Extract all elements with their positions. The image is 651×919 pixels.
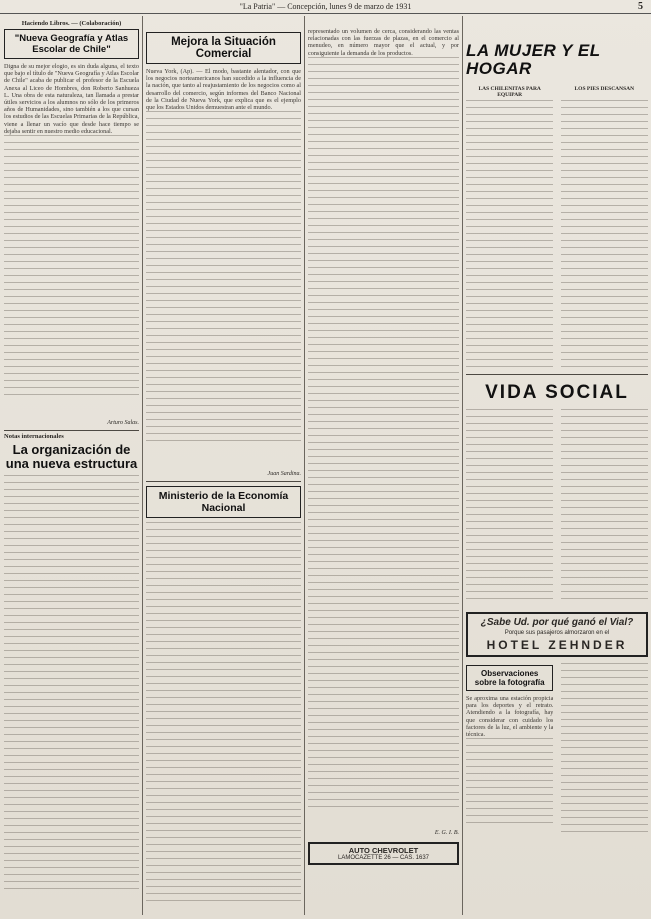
column-rule [142, 16, 143, 915]
ad-question: ¿Sabe Ud. por qué ganó el Vial? [480, 616, 634, 628]
text-column-left [466, 100, 553, 370]
text-column-left [466, 409, 553, 604]
text-column-right [561, 409, 648, 604]
ad-subtitle: LAMOCAZETTE 26 — CAS. 1637 [337, 855, 430, 861]
section-title-vida-social: VIDA SOCIAL [485, 382, 629, 403]
article-text: Digna de su mejor elogio, es sin duda alguna, el texto que bajo el título de "Nueva Geografía y Atlas Escolar de Chile" acaba de publicar el profesor de la Escuela Anexa al Liceo de Hombres, don Roberto Sanhueza L. Una obra de esta naturaleza, tan llamada a prestar útiles servicios a los alumnos no sólo de los primeros años de Humanidades, sino también a los que cursan los estudios de las Escuelas Primarias de la República, viene a llenar un vacío que desde hace tiempo se dejaba sentir en nuestro medio educacional. [4, 63, 139, 135]
page-number: 5 [638, 1, 643, 12]
column-rule [462, 16, 463, 915]
article-text: Nueva York, (Ap). — El modo, bastante alentador, con que los negocios norteamericanos han sucedido a la influencia de la nación, que tanto al reajustamiento de los negocios como al desarrollo del comercio, según informes del Banco Nacional de la Ciudad de Nueva York, que explica que es el ejemplo que los Estados Unidos demuestran ante el mundo. [146, 68, 301, 112]
article-body-comercial [146, 68, 301, 463]
article-kicker: Haciendo Libros. — (Colaboración) [21, 20, 122, 27]
article-body-ministerio [146, 522, 301, 902]
text-column-right [561, 663, 648, 833]
text-column-fill [466, 100, 553, 370]
text-column-right [561, 100, 648, 370]
text-column-fill [146, 522, 301, 902]
article-title-estructura: La organización de una nueva estructura [5, 442, 138, 471]
ad-subtitle: Porque sus pasajeros almorzaron en el [504, 629, 610, 636]
article-text: representado un volumen de cerca, considerando las ventas relacionadas con las fuerzas de plazas, en el comercio al menudeo, en número mayor que el actual, y por consiguiente la demanda de los productos. [308, 28, 459, 57]
section-divider [466, 374, 648, 375]
ad-title: AUTO CHEVROLET [348, 846, 419, 855]
section-title-mujer-hogar: LA MUJER Y EL HOGAR [466, 41, 601, 78]
fotografia-article [466, 663, 553, 833]
column-4 [466, 18, 648, 913]
article-text: Se aproxima una estación propicia para los deportes y el retrato. Atendiendo a la fotografía, hay que considerar con cuidado los factores de la luz, el ambiente y la técnica. [466, 694, 554, 738]
text-column-fill [4, 475, 139, 895]
column-3 [308, 18, 459, 913]
text-column-fill [561, 663, 648, 833]
text-column-fill [561, 100, 648, 370]
text-column-fill [4, 135, 139, 395]
text-column-fill [561, 409, 648, 604]
section-divider [146, 481, 301, 482]
advertisement-chevrolet [308, 842, 459, 865]
column-rule [304, 16, 305, 915]
subhead-right: LOS PIES DESCANSAN [574, 86, 635, 92]
article-title-geografia: "Nueva Geografía y Atlas Escolar de Chile" [4, 29, 139, 59]
article-body-fotografia [466, 695, 553, 825]
column-2 [146, 18, 301, 913]
text-column-fill [466, 409, 553, 604]
article-title-fotografia: Observaciones sobre la fotografía [466, 665, 553, 691]
subhead-left: LAS CHILENITAS PARA EQUIPAR [478, 86, 541, 98]
mujer-hogar-columns [466, 100, 648, 370]
article-byline: Arturo Salas. [107, 420, 139, 426]
article-byline: E. G. I. B. [434, 830, 459, 836]
text-column-fill [308, 57, 459, 807]
article-body-continuation [308, 28, 459, 828]
article-body-geografia [4, 63, 139, 418]
vida-social-columns [466, 409, 648, 604]
text-column-fill [146, 111, 301, 441]
advertisement-hotel-zehnder [466, 612, 648, 657]
text-column-fill [466, 738, 553, 825]
article-body-estructura [4, 475, 139, 895]
article-title-comercial: Mejora la Situación Comercial [146, 32, 301, 64]
fotografia-section [466, 663, 648, 833]
subheads-row [466, 84, 648, 100]
ad-hotel-name: HOTEL ZEHNDER [486, 637, 628, 652]
section-divider [4, 430, 139, 431]
masthead-text: "La Patria" — Concepción, lunes 9 de marzo de 1931 [239, 2, 412, 11]
section-label: Notas internacionales [4, 433, 64, 440]
article-title-ministerio: Ministerio de la Economía Nacional [146, 486, 301, 518]
column-1 [4, 18, 139, 913]
article-byline: Juan Sardina. [267, 471, 301, 477]
masthead-strip [0, 0, 651, 14]
